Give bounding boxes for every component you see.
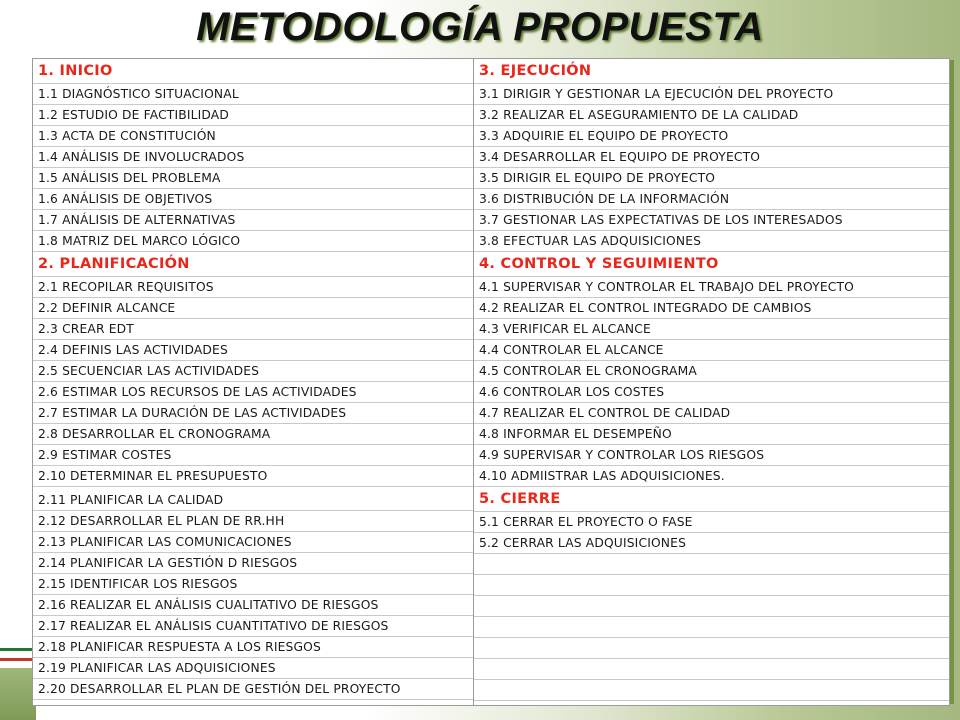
activity-item: 4.3 VERIFICAR EL ALCANCE <box>474 319 949 340</box>
activity-item: 3.7 GESTIONAR LAS EXPECTATIVAS DE LOS INTERESADOS <box>474 210 949 231</box>
phase-heading: 4. CONTROL Y SEGUIMIENTO <box>474 252 949 277</box>
activity-item: 3.5 DIRIGIR EL EQUIPO DE PROYECTO <box>474 168 949 189</box>
left-column <box>33 59 474 705</box>
activity-item: 4.9 SUPERVISAR Y CONTROLAR LOS RIESGOS <box>474 445 949 466</box>
activity-item: 1.3 ACTA DE CONSTITUCIÓN <box>33 126 473 147</box>
activity-item: 3.8 EFECTUAR LAS ADQUISICIONES <box>474 231 949 252</box>
activity-item: 5.2 CERRAR LAS ADQUISICIONES <box>474 533 949 554</box>
activity-item: 2.15 IDENTIFICAR LOS RIESGOS <box>33 574 473 595</box>
activity-item: 2.20 DESARROLLAR EL PLAN DE GESTIÓN DEL PROYECTO <box>33 679 473 700</box>
activity-item: 4.8 INFORMAR EL DESEMPEÑO <box>474 424 949 445</box>
activity-item: 3.4 DESARROLLAR EL EQUIPO DE PROYECTO <box>474 147 949 168</box>
left-decoration <box>0 668 36 720</box>
empty-cell <box>474 680 949 701</box>
empty-cell <box>474 659 949 680</box>
flag-stripes-decoration <box>0 648 36 668</box>
page-title: METODOLOGÍA PROPUESTA <box>196 5 764 49</box>
activity-item: 5.1 CERRAR EL PROYECTO O FASE <box>474 512 949 533</box>
empty-cell <box>474 554 949 575</box>
activity-item: 3.6 DISTRIBUCIÓN DE LA INFORMACIÓN <box>474 189 949 210</box>
activity-item: 4.5 CONTROLAR EL CRONOGRAMA <box>474 361 949 382</box>
phase-heading: 5. CIERRE <box>474 487 949 512</box>
activity-item: 4.2 REALIZAR EL CONTROL INTEGRADO DE CAMBIOS <box>474 298 949 319</box>
phase-heading: 1. INICIO <box>33 59 473 84</box>
activity-item: 3.3 ADQUIRIE EL EQUIPO DE PROYECTO <box>474 126 949 147</box>
methodology-table <box>32 58 950 706</box>
activity-item: 2.19 PLANIFICAR LAS ADQUISICIONES <box>33 658 473 679</box>
activity-item: 4.1 SUPERVISAR Y CONTROLAR EL TRABAJO DEL PROYECTO <box>474 277 949 298</box>
right-column <box>474 59 949 705</box>
empty-cell <box>474 638 949 659</box>
empty-cell <box>474 596 949 617</box>
activity-item: 4.6 CONTROLAR LOS COSTES <box>474 382 949 403</box>
phase-heading: 2. PLANIFICACIÓN <box>33 252 473 277</box>
empty-cell <box>474 575 949 596</box>
empty-cell <box>474 617 949 638</box>
activity-item: 2.13 PLANIFICAR LAS COMUNICACIONES <box>33 532 473 553</box>
activity-item: 2.11 PLANIFICAR LA CALIDAD <box>33 487 473 511</box>
activity-item: 1.8 MATRIZ DEL MARCO LÓGICO <box>33 231 473 252</box>
activity-item: 2.7 ESTIMAR LA DURACIÓN DE LAS ACTIVIDADES <box>33 403 473 424</box>
activity-item: 4.4 CONTROLAR EL ALCANCE <box>474 340 949 361</box>
activity-item: 1.1 DIAGNÓSTICO SITUACIONAL <box>33 84 473 105</box>
activity-item: 3.2 REALIZAR EL ASEGURAMIENTO DE LA CALIDAD <box>474 105 949 126</box>
activity-item: 2.14 PLANIFICAR LA GESTIÓN D RIESGOS <box>33 553 473 574</box>
activity-item: 2.12 DESARROLLAR EL PLAN DE RR.HH <box>33 511 473 532</box>
activity-item: 2.1 RECOPILAR REQUISITOS <box>33 277 473 298</box>
activity-item: 1.2 ESTUDIO DE FACTIBILIDAD <box>33 105 473 126</box>
activity-item: 3.1 DIRIGIR Y GESTIONAR LA EJECUCIÓN DEL PROYECTO <box>474 84 949 105</box>
activity-item: 4.10 ADMIISTRAR LAS ADQUISICIONES. <box>474 466 949 487</box>
activity-item: 1.6 ANÁLISIS DE OBJETIVOS <box>33 189 473 210</box>
activity-item: 1.5 ANÁLISIS DEL PROBLEMA <box>33 168 473 189</box>
activity-item: 2.5 SECUENCIAR LAS ACTIVIDADES <box>33 361 473 382</box>
activity-item: 1.7 ANÁLISIS DE ALTERNATIVAS <box>33 210 473 231</box>
activity-item: 2.6 ESTIMAR LOS RECURSOS DE LAS ACTIVIDADES <box>33 382 473 403</box>
activity-item: 2.8 DESARROLLAR EL CRONOGRAMA <box>33 424 473 445</box>
activity-item: 2.18 PLANIFICAR RESPUESTA A LOS RIESGOS <box>33 637 473 658</box>
activity-item: 4.7 REALIZAR EL CONTROL DE CALIDAD <box>474 403 949 424</box>
activity-item: 2.4 DEFINIS LAS ACTIVIDADES <box>33 340 473 361</box>
activity-item: 1.4 ANÁLISIS DE INVOLUCRADOS <box>33 147 473 168</box>
activity-item: 2.16 REALIZAR EL ANÁLISIS CUALITATIVO DE RIESGOS <box>33 595 473 616</box>
activity-item: 2.17 REALIZAR EL ANÁLISIS CUANTITATIVO DE RIESGOS <box>33 616 473 637</box>
activity-item: 2.2 DEFINIR ALCANCE <box>33 298 473 319</box>
activity-item: 2.9 ESTIMAR COSTES <box>33 445 473 466</box>
activity-item: 2.10 DETERMINAR EL PRESUPUESTO <box>33 466 473 487</box>
phase-heading: 3. EJECUCIÓN <box>474 59 949 84</box>
activity-item: 2.3 CREAR EDT <box>33 319 473 340</box>
